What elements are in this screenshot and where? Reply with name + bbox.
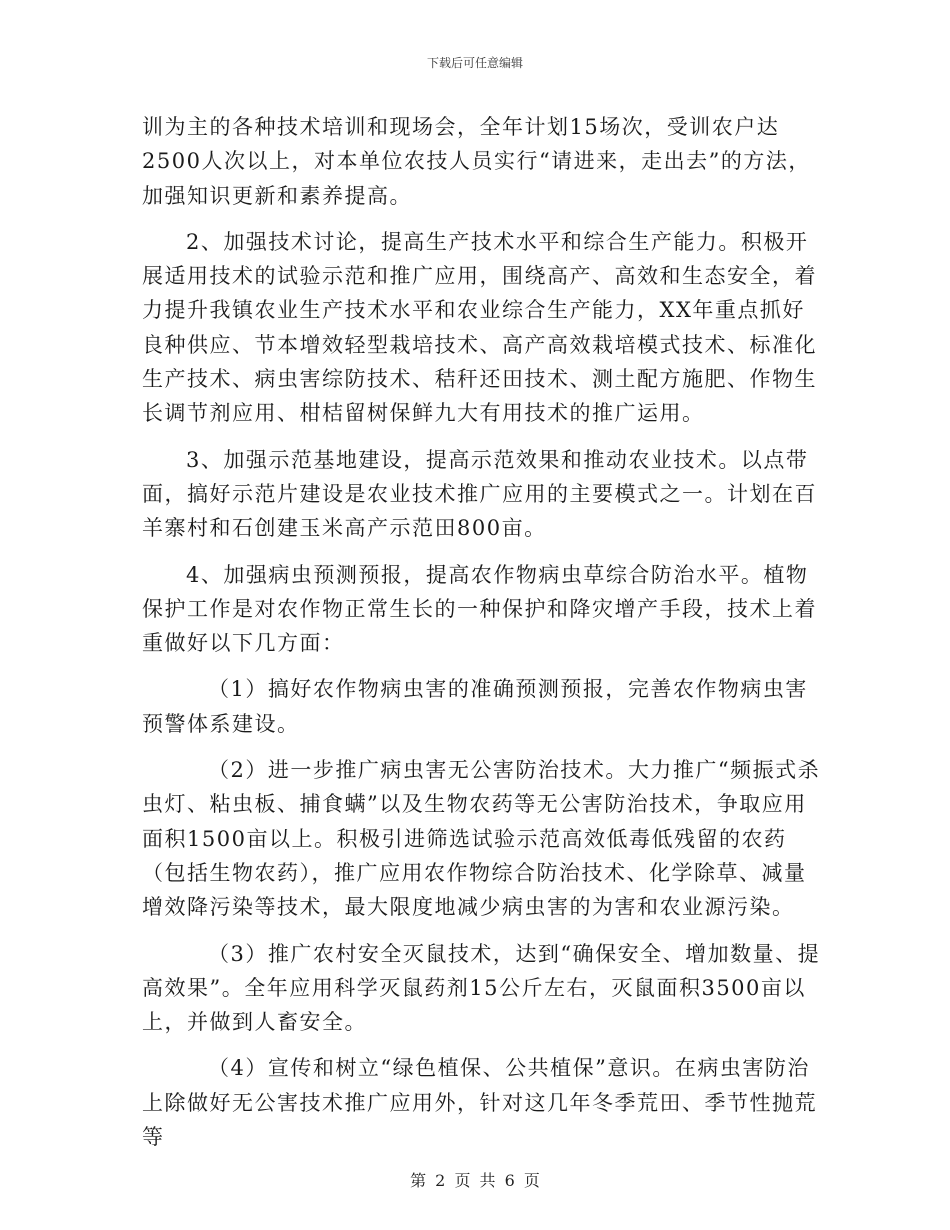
paragraph-item-4-pest-forecast: 4、加强病虫预测预报，提高农作物病虫草综合防治水平。植物保护工作是对农作物正常生长的一种保护和降灾增产手段，技术上着重做好以下几方面： [142,562,817,656]
paragraph-sub-item-3: （3）推广农村安全灭鼠技术，达到“确保安全、增加数量、提高效果”。全年应用科学灭鼠药剂15公斤左右，灭鼠面积3500亩以上，并做到人畜安全。 [142,941,821,1035]
paragraph-sub-item-1: （1）搞好农作物病虫害的准确预测预报，完善农作物病虫害预警体系建设。 [142,677,808,736]
paragraph-sub-item-2: （2）进一步推广病虫害无公害防治技术。大力推广“频振式杀虫灯、粘虫板、捕食螨”以及生物农药等无公害防治技术，争取应用面积1500亩以上。积极引进筛选试验示范高效低毒低残留的农药（包括生物农药），推广应用农作物综合防治技术、化学除草、减量增效降污染等技术，最大限度地减少病虫害的为害和农业源污染。 [142,758,821,920]
paragraph-continued-training: 训为主的各种技术培训和现场会，全年计划15场次，受训农户达2500人次以上，对本单位农技人员实行“请进来，走出去”的方法，加强知识更新和素养提高。 [142,115,811,208]
document-body [142,110,822,1166]
page-number-footer: 第 2 页 共 6 页 [410,1171,540,1190]
paragraph-item-2-technical-discussion: 2、加强技术讨论，提高生产技术水平和综合生产能力。积极开展适用技术的试验示范和推广应用，围绕高产、高效和生态安全，着力提升我镇农业生产技术水平和农业综合生产能力，XX年重点抓好良种供应、节本增效轻型栽培技术、高产高效栽培模式技术、标准化生产技术、病虫害综防技术、秸秆还田技术、测土配方施肥、作物生长调节剂应用、柑桔留树保鲜九大有用技术的推广运用。 [142,229,817,426]
paragraph-sub-item-4: （4）宣传和树立“绿色植保、公共植保”意识。在病虫害防治上除做好无公害技术推广应用外，针对这几年冬季荒田、季节性抛荒等 [142,1056,817,1150]
paragraph-item-3-demonstration-base: 3、加强示范基地建设，提高示范效果和推动农业技术。以点带面，搞好示范片建设是农业技术推广应用的主要模式之一。计划在百羊寨村和石创建玉米高产示范田800亩。 [142,447,817,541]
page-header: 下载后可任意编辑 [426,56,523,70]
